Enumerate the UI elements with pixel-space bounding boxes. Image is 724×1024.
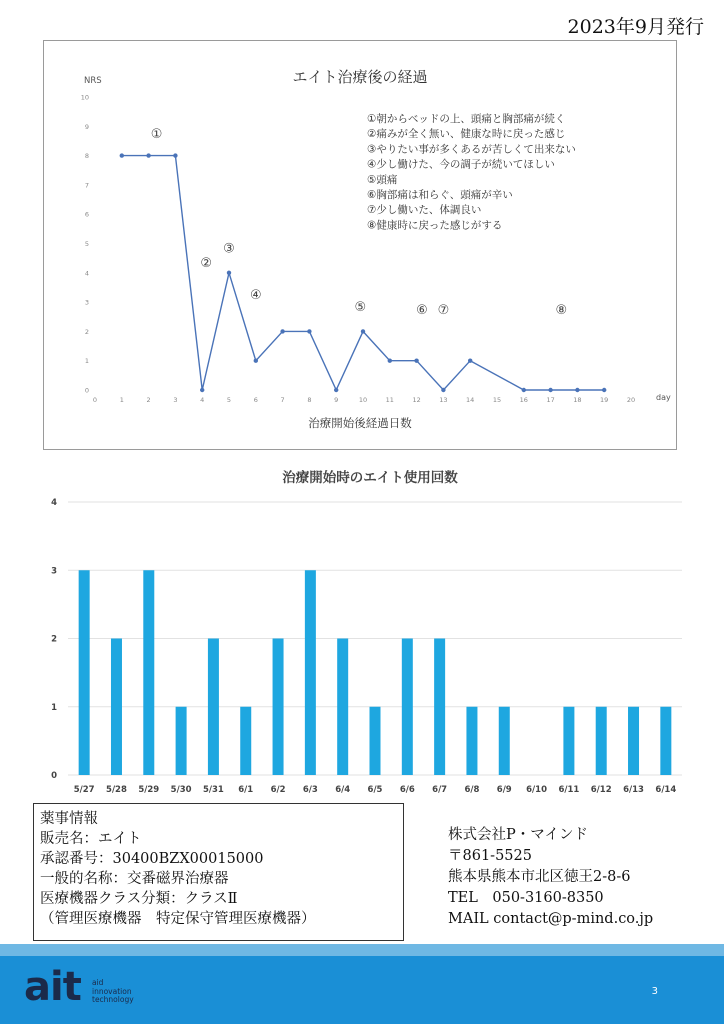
y-tick-label: 8 [84,152,89,161]
bar [499,707,510,775]
data-point [200,388,204,392]
event-marker: ③ [223,241,235,257]
nrs-line-chart [44,41,676,449]
data-point [414,359,418,363]
x-tick-label: 10 [358,396,368,404]
x-tick-label: 15 [492,396,502,404]
regulatory-info-box [33,803,404,941]
y-tick-label: 10 [80,93,89,102]
ait-logo: ait [24,964,81,1010]
bar [111,639,122,776]
legend-entry: ④少し働けた、今の調子が続いてほしい [367,158,555,171]
usage-bar-chart [0,460,724,800]
bar [370,707,381,775]
data-point [307,329,311,333]
chart-title: 治療開始時のエイト使用回数 [282,470,458,486]
x-tick-label: 20 [626,396,636,404]
x-tick-label: 17 [546,396,555,404]
event-marker: ⑥ [416,302,428,318]
bar [628,707,639,775]
data-point [120,153,124,157]
x-tick-label: 6/11 [558,785,580,795]
y-tick-label: 3 [84,298,89,307]
data-point [468,359,472,363]
event-marker: ② [200,255,213,271]
data-point [227,271,231,275]
bar [273,639,284,776]
bar [660,707,671,775]
x-tick-label: 5/31 [202,785,224,795]
data-point [522,388,526,392]
x-tick-label: 1 [119,396,124,404]
x-tick-label: 3 [173,396,178,404]
bar [79,570,90,775]
logo-text-line-1: aid [92,978,104,987]
data-point [602,388,606,392]
x-tick-label: 5/30 [170,785,192,795]
data-point [146,153,150,157]
issue-date: 2023年9月発行 [567,16,704,38]
bar [596,707,607,775]
data-point [441,388,445,392]
x-tick-label: 6/5 [367,785,383,795]
y-tick-label: 3 [51,566,57,577]
info-device-class: 医療機器クラス分類：クラスⅡ [40,891,238,907]
x-tick-label: 0 [92,396,98,404]
x-tick-label: 6/2 [270,785,286,795]
x-axis-unit: day [656,393,671,402]
y-tick-label: 2 [84,327,89,336]
x-tick-label: 16 [519,396,528,404]
company-email: MAIL contact@p-mind.co.jp [448,911,654,927]
x-tick-label: 6/1 [238,785,254,795]
company-info [448,825,653,930]
x-tick-label: 6/10 [526,785,548,795]
data-point [334,388,338,392]
x-tick-label: 6/6 [399,785,415,795]
x-tick-label: 5/29 [138,785,160,795]
x-tick-label: 5 [226,396,232,404]
company-postal-code: 〒861-5525 [448,848,532,864]
x-tick-label: 6/4 [335,785,351,795]
event-marker: ④ [249,288,262,304]
x-tick-label: 6/7 [432,785,448,795]
bar [240,707,251,775]
legend-entry: ⑥胸部痛は和らぐ、頭痛が辛い [367,189,513,201]
event-marker: ⑦ [437,302,450,318]
x-tick-label: 5/28 [106,785,127,795]
logo-text-line-3: technology [92,995,134,1004]
x-tick-label: 8 [307,396,312,404]
data-point [548,388,552,392]
event-marker: ⑤ [354,299,367,315]
nrs-line-chart-frame [43,40,677,450]
data-point [254,359,258,363]
x-tick-label: 4 [200,396,205,404]
data-point [173,153,177,157]
series-line [122,156,604,390]
bar [563,707,574,775]
x-tick-label: 19 [600,396,609,404]
bar [305,570,316,775]
y-tick-label: 0 [84,386,89,395]
x-tick-label: 6/3 [302,785,318,795]
event-marker: ⑧ [555,302,568,318]
x-tick-label: 7 [280,396,285,404]
ait-logo-text [92,979,134,1005]
y-tick-label: 0 [51,771,57,781]
y-tick-label: 4 [51,498,57,508]
info-generic-name: 一般的名称：交番磁界治療器 [40,871,229,887]
legend-entry: ①朝からベッドの上、頭痛と胸部痛が続く [367,113,566,125]
bar [337,639,348,776]
x-tick-label: 12 [412,396,421,404]
info-approval-number: 承認番号：30400BZX00015000 [40,851,264,867]
legend-entry: ③やりたい事が多くあるが苦しくて出来ない [367,143,576,156]
x-tick-label: 6/8 [464,785,480,795]
y-tick-label: 7 [84,181,89,190]
x-tick-label: 14 [466,396,475,404]
x-tick-label: 6/9 [496,785,512,795]
x-axis-label: 治療開始後経過日数 [308,416,412,430]
data-point [388,359,392,363]
y-tick-label: 2 [51,634,57,645]
y-tick-label: 1 [51,702,57,713]
x-tick-label: 6/12 [590,785,612,795]
data-point [361,329,365,333]
footer-accent-band [0,944,724,956]
info-heading: 薬事情報 [40,811,98,827]
y-tick-label: 5 [84,240,89,248]
x-tick-label: 5/27 [73,785,95,795]
bar [402,639,413,776]
info-product-name: 販売名：エイト [40,831,142,847]
y-axis-label: NRS [84,76,102,86]
x-tick-label: 6/14 [655,785,677,795]
x-tick-label: 18 [573,396,582,404]
data-point [575,388,579,392]
bar [176,707,187,775]
x-tick-label: 9 [334,396,339,404]
logo-text-line-2: innovation [92,986,132,996]
bar [466,707,477,775]
y-tick-label: 6 [84,210,89,219]
y-tick-label: 1 [84,357,89,366]
bar [208,639,219,776]
page-number: 3 [651,986,658,997]
company-name: 株式会社P・マインド [448,827,588,843]
legend-entry: ②痛みが全く無い、健康な時に戻った感じ [367,128,566,141]
x-tick-label: 11 [385,396,394,404]
legend-entry: ⑧健康時に戻った感じがする [367,219,503,232]
info-device-category: （管理医療機器 特定保守管理医療機器） [40,911,316,927]
event-marker: ① [150,127,163,143]
y-tick-label: 9 [84,122,89,131]
bar [434,639,445,776]
data-point [280,329,284,333]
company-phone: TEL 050-3160-8350 [448,890,604,906]
x-tick-label: 6 [253,396,258,404]
x-tick-label: 6/13 [623,785,644,795]
legend-entry: ⑤頭痛 [367,173,398,186]
company-address: 熊本県熊本市北区徳王2-8-6 [448,869,631,885]
chart-title: エイト治療後の経過 [292,68,428,86]
bar [143,570,154,775]
y-tick-label: 4 [84,269,89,278]
x-tick-label: 2 [146,396,151,404]
legend-entry: ⑦少し働いた、体調良い [367,204,482,217]
x-tick-label: 13 [439,396,448,404]
